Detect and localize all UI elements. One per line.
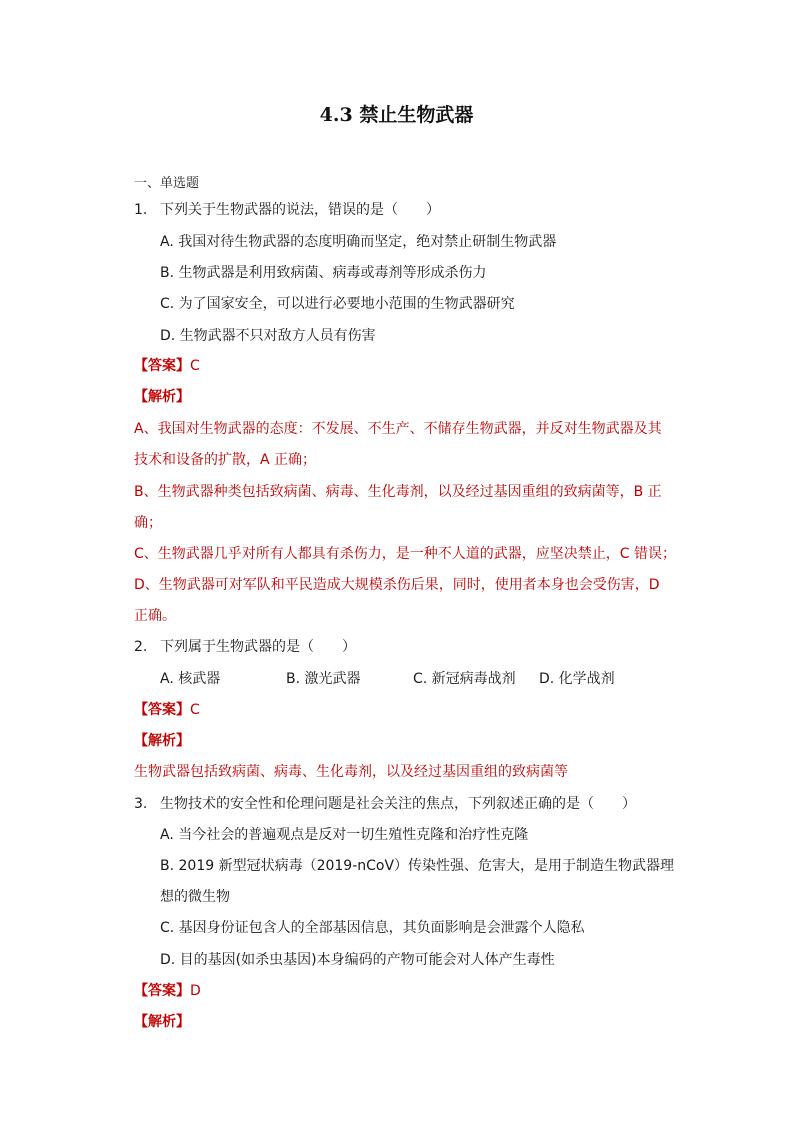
q2-number: 2. xyxy=(134,639,148,655)
q1-option-a: A. 我国对待生物武器的态度明确而坚定，绝对禁止研制生物武器 xyxy=(160,234,557,250)
q3-answer-label: 【答案】 xyxy=(134,983,190,999)
q1-analysis-line: C、生物武器几乎对所有人都具有杀伤力，是一种不人道的武器，应坚决禁止，C 错误； xyxy=(134,546,676,562)
q2-stem: 下列属于生物武器的是（ ） xyxy=(160,639,356,655)
q1-option-b: B. 生物武器是利用致病菌、病毒或毒剂等形成杀伤力 xyxy=(160,265,487,281)
q1-analysis-line: 正确。 xyxy=(134,608,176,624)
q2-option-b: B. 激光武器 xyxy=(286,671,361,687)
q1-analysis-line: A、我国对生物武器的态度：不发展、不生产、不储存生物武器，并反对生物武器及其 xyxy=(134,421,662,437)
q3-answer-value: D xyxy=(190,983,201,999)
q3-option-b: B. 2019 新型冠状病毒（2019-nCoV）传染性强、危害大，是用于制造生物武器理 xyxy=(160,858,675,874)
page-title: 4.3 禁止生物武器 xyxy=(319,104,474,126)
q2-option-c: C. 新冠病毒战剂 xyxy=(413,671,516,687)
q1-option-d: D. 生物武器不只对敌方人员有伤害 xyxy=(160,328,376,344)
q3-option-d: D. 目的基因(如杀虫基因)本身编码的产物可能会对人体产生毒性 xyxy=(160,952,555,968)
q3-option-c: C. 基因身份证包含人的全部基因信息，其负面影响是会泄露个人隐私 xyxy=(160,920,585,936)
q3-analysis-label: 【解析】 xyxy=(134,1014,190,1030)
q1-analysis-line: 确； xyxy=(134,515,162,531)
q1-answer xyxy=(134,356,200,376)
q2-analysis-label: 【解析】 xyxy=(134,733,190,749)
q3-number: 3. xyxy=(134,796,148,812)
section-heading: 一、单选题 xyxy=(134,176,200,191)
q1-analysis-line: B、生物武器种类包括致病菌、病毒、生化毒剂，以及经过基因重组的致病菌等，B 正 xyxy=(134,484,662,500)
q1-analysis-label: 【解析】 xyxy=(134,389,190,405)
q1-analysis-line: 技术和设备的扩散，A 正确； xyxy=(134,452,317,468)
q1-analysis-line: D、生物武器可对军队和平民造成大规模杀伤后果，同时，使用者本身也会受伤害，D xyxy=(134,577,660,593)
q2-option-d: D. 化学战剂 xyxy=(539,671,615,687)
q2-options-row xyxy=(0,669,793,689)
q2-answer-value: C xyxy=(190,702,200,718)
q3-option-a: A. 当今社会的普遍观点是反对一切生殖性克隆和治疗性克隆 xyxy=(160,827,529,843)
q3-stem: 生物技术的安全性和伦理问题是社会关注的焦点，下列叙述正确的是（ ） xyxy=(160,796,636,812)
q2-option-a: A. 核武器 xyxy=(160,671,221,687)
q1-answer-label: 【答案】 xyxy=(134,358,190,374)
q2-analysis-line: 生物武器包括致病菌、病毒、生化毒剂，以及经过基因重组的致病菌等 xyxy=(134,764,568,780)
q2-answer xyxy=(134,700,200,720)
q1-stem: 下列关于生物武器的说法，错误的是（ ） xyxy=(160,202,440,218)
q1-option-c: C. 为了国家安全，可以进行必要地小范围的生物武器研究 xyxy=(160,296,515,312)
q1-number: 1. xyxy=(134,202,148,218)
q2-answer-label: 【答案】 xyxy=(134,702,190,718)
q3-option-b-cont: 想的微生物 xyxy=(160,889,230,905)
q3-answer xyxy=(134,981,201,1001)
q1-answer-value: C xyxy=(190,358,200,374)
